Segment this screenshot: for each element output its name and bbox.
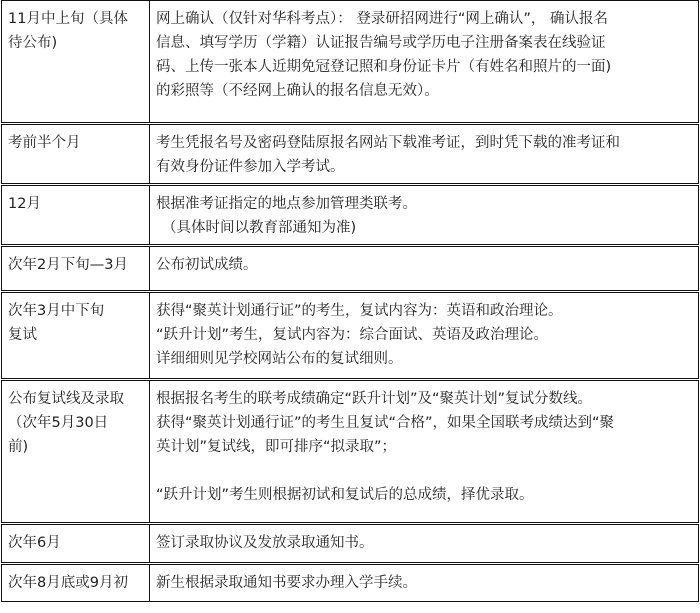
time-cell [2, 1, 150, 124]
description-cell [150, 524, 699, 564]
description-text: 信息、填写学历（学籍）认证报告编号或学历电子注册备案表在线验证 [156, 35, 606, 51]
table-row [2, 185, 699, 246]
time-text: 次年2月下旬—3月 [8, 257, 128, 273]
time-text: 前) [8, 439, 29, 455]
description-cell [150, 1, 699, 124]
description-text: 获得“聚英计划通行证”的考生且复试“合格”，如果全国联考成绩达到“聚 [156, 415, 615, 431]
time-cell [2, 524, 150, 564]
time-text: 复试 [8, 327, 37, 343]
time-text: 12月 [8, 196, 41, 212]
table-row [2, 292, 699, 380]
description-text: 获得“聚英计划通行证”的考生，复试内容为：英语和政治理论。 [156, 303, 563, 319]
description-text: （具体时间以教育部通知为准) [162, 220, 357, 236]
description-cell [150, 564, 699, 602]
description-text: “跃升计划”考生则根据初试和复试后的总成绩，择优录取。 [156, 487, 534, 503]
description-cell [150, 185, 699, 246]
description-text: 详细细则见学校网站公布的复试细则。 [156, 351, 403, 367]
table-row [2, 1, 699, 124]
description-text: 根据准考证指定的地点参加管理类联考。 [156, 196, 417, 212]
description-text: 有效身份证件参加入学考试。 [156, 159, 345, 175]
time-text: 考前半个月 [8, 135, 81, 151]
time-text: 次年6月 [8, 535, 61, 551]
time-text: （次年5月30日 [8, 415, 109, 431]
description-text: 的彩照等（不经网上确认的报名信息无效）。 [156, 83, 439, 99]
description-cell [150, 124, 699, 185]
time-text: 待公布) [8, 35, 58, 51]
description-spacer [156, 459, 692, 483]
table-row [2, 124, 699, 185]
description-text: 签订录取协议及发放录取通知书。 [156, 535, 374, 551]
table-row [2, 246, 699, 292]
time-text: 11月中上旬（具体 [8, 11, 128, 27]
time-cell [2, 185, 150, 246]
time-cell [2, 564, 150, 602]
table-row [2, 380, 699, 524]
description-text: 新生根据录取通知书要求办理入学手续。 [156, 575, 417, 591]
time-cell [2, 246, 150, 292]
time-text: 次年8月底或9月初 [8, 575, 128, 591]
time-cell [2, 292, 150, 380]
description-text: 公布初试成绩。 [156, 257, 258, 273]
description-cell [150, 246, 699, 292]
description-cell [150, 380, 699, 524]
table-row [2, 524, 699, 564]
schedule-table [1, 0, 699, 602]
table-row [2, 564, 699, 602]
time-cell [2, 124, 150, 185]
description-cell [150, 292, 699, 380]
time-cell [2, 380, 150, 524]
description-text: “跃升计划”考生，复试内容为：综合面试、英语及政治理论。 [156, 327, 549, 343]
description-text: 英计划”复试线，即可排序“拟录取”； [156, 439, 397, 455]
description-text: 考生凭报名号及密码登陆原报名网站下载准考证，到时凭下载的准考证和 [156, 135, 620, 151]
description-text: 码、上传一张本人近期免冠登记照和身份证卡片（有姓名和照片的一面) [156, 59, 612, 75]
description-text: 根据报名考生的联考成绩确定“跃升计划”及“聚英计划”复试分数线。 [156, 391, 593, 407]
time-text: 公布复试线及录取 [8, 391, 124, 407]
description-text: 网上确认（仅针对华科考点）： 登录研招网进行“网上确认”， 确认报名 [156, 11, 608, 27]
time-text: 次年3月中下旬 [8, 303, 105, 319]
